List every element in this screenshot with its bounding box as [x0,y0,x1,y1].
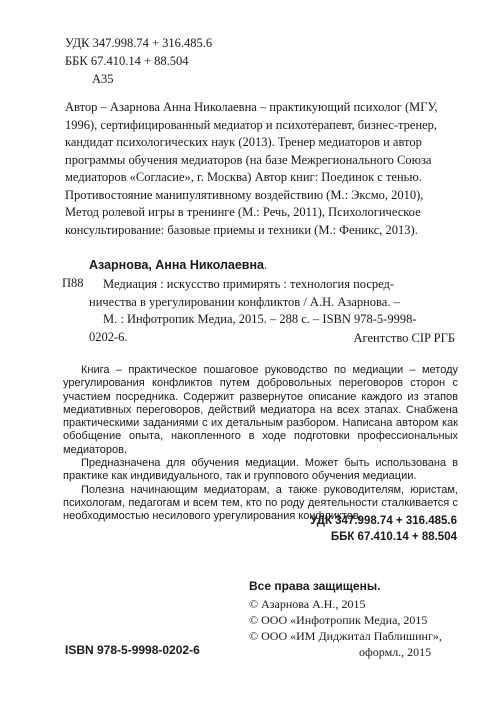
copyright-line: © ООО «ИМ Диджитал Паблишинг», [249,629,442,643]
annotation-paragraph: Книга – практическое пошаговое руководство по медиации – методу урегулирования конфликтов путем добровольных переговоров сторон с участием посредника. Содержит развернутое описание каждого из этапов медиативных переговоров, действий медиатора на всех этапах. Снабжена практическими заданиями с их детальным разбором. Написана автором как обобщение опыта, накопленного в ходе подготовки профессиональных медиаторов. [63,364,458,456]
catalog-sign: П88 [62,276,84,290]
copyright-block [249,596,469,660]
cip-agency: Агентство CIP РГБ [353,331,455,345]
bio-line: кандидат психологических наук (2013). Тренер медиаторов и автор [65,135,422,149]
rights-title: Все права защищены. [249,579,381,593]
catalog-line: 0202-6. [89,329,128,344]
isbn: ISBN 978-5-9998-0202-6 [65,643,200,657]
bio-line: программы обучения медиаторов (на базе Межрегионального Союза [65,152,432,167]
bio-line: Противостояние манипулятивному воздействию (М.: Эксмо, 2010), [65,187,424,202]
catalog-line: ничества в урегулировании конфликтов / А.Н. Азарнова. – [89,294,400,309]
annotation-paragraph: Полезна начинающим медиаторам, а также руководителям, юристам, психологам, педагогам и всем тем, кто по роду деятельности сталкивается с необходимостью несилового урегулирования конфликтов. [63,483,458,523]
author-bio [65,99,457,239]
catalog-line: Медиация : искусство примирять : технология посред- [103,277,395,291]
udk-code: УДК 347.998.74 + 316.485.6 [65,36,213,50]
bbk-code-repeat: ББК 67.410.14 + 88.504 [330,531,457,543]
bbk-code: ББК 67.410.14 + 88.504 [65,54,189,68]
author-name: Азарнова, Анна Николаевна [89,258,264,272]
author-sign: А35 [92,72,114,86]
copyright-line: © Азарнова А.Н., 2015 [249,597,366,611]
bio-line: 1996), сертифицированный медиатор и психотерапевт, бизнес-тренер, [65,117,438,132]
annotation-paragraph: Предназначена для обучения медиации. Может быть использована в практике как индивидуального, так и группового обучения медиации. [63,457,458,483]
bio-line: медиаторов «Согласие», г. Москва) Автор книг: Поединок с тенью. [65,170,422,184]
classification-repeat [310,513,457,545]
copyright-line: оформл., 2015 [359,645,432,659]
annotation [63,364,458,524]
catalog-line: М. : Инфотропик Медиа, 2015. – 288 с. – ISBN 978-5-9998- [103,312,417,326]
bio-line: Метод ролевой игры в тренинге (М.: Речь, 2011), Психологическое [65,205,421,219]
udk-code-repeat: УДК 347.998.74 + 316.485.6 [310,515,457,527]
bio-line: Автор – Азарнова Анна Николаевна – практикующий психолог (МГУ, [65,100,438,114]
author-period: . [263,258,268,272]
bio-line: консультирование: базовые приемы и техники (М.: Феникс, 2013). [65,222,418,237]
copyright-line: © ООО «Инфотропик Медиа, 2015 [249,613,428,627]
catalog-author-heading [89,258,267,273]
